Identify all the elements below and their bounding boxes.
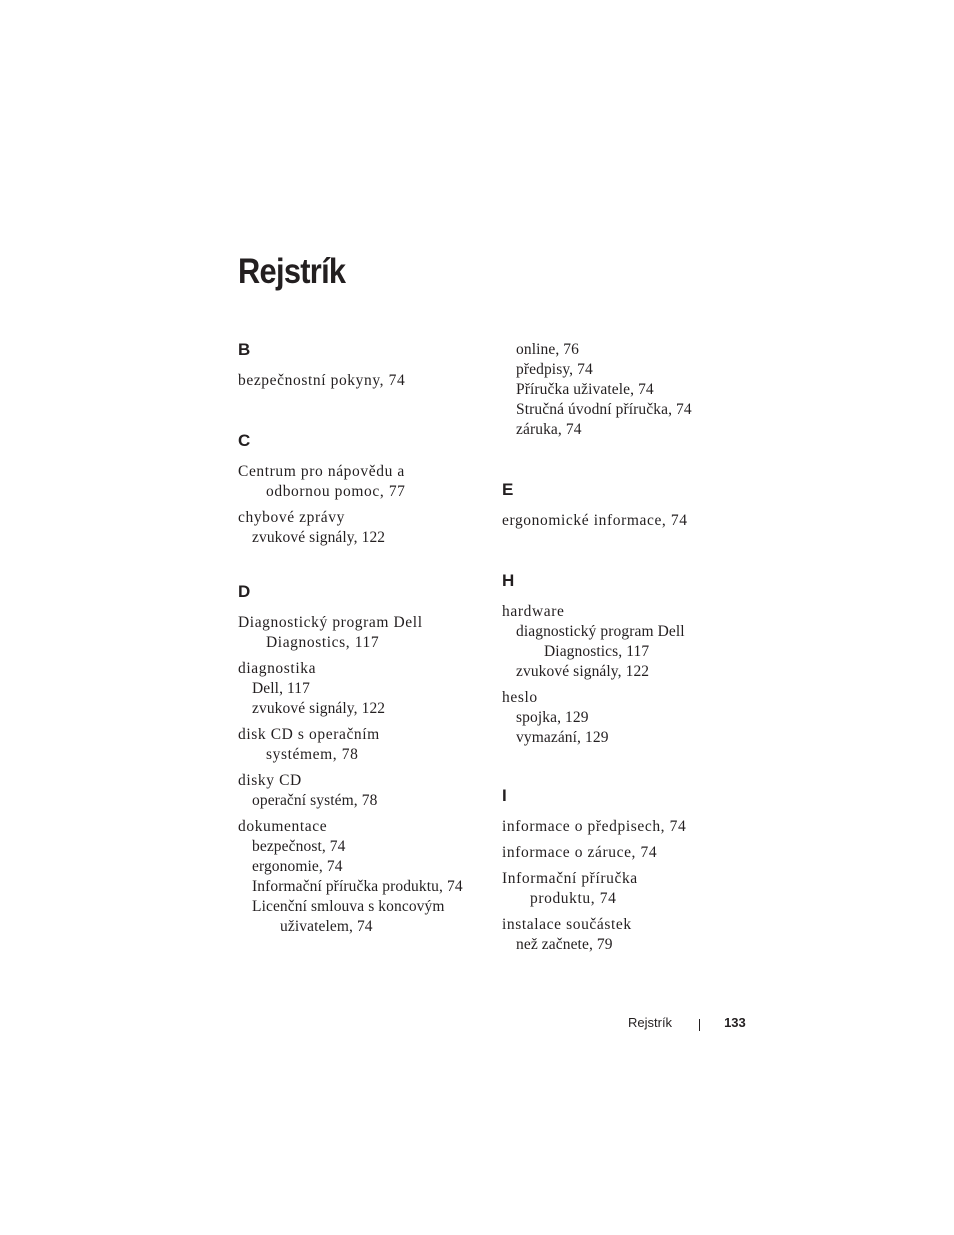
- section-letter: H: [502, 571, 515, 590]
- index-section-h: [502, 571, 752, 748]
- page-title: Rejstrík: [238, 252, 346, 291]
- index-section-b: [238, 340, 488, 391]
- index-subentry: předpisy, 74: [516, 361, 593, 378]
- index-entry: hardware diagnostický program Dell Diagnostics, 117 zvukové signály, 122: [502, 602, 752, 682]
- index-subentry: zvukové signály, 122: [252, 700, 386, 717]
- index-subentry: spojka, 129: [516, 709, 589, 726]
- index-subentry: zvukové signály, 122: [516, 663, 650, 680]
- index-subentry: Licenční smlouva s koncovým uživatelem, 74: [252, 898, 445, 935]
- footer-separator: [699, 1019, 700, 1031]
- index-entry: informace o záruce, 74: [502, 844, 658, 861]
- index-subentry: záruka, 74: [516, 421, 582, 438]
- index-section-d-continued: [502, 340, 752, 440]
- index-section-i: [502, 786, 752, 955]
- page-footer: [628, 1015, 746, 1030]
- index-entry: ergonomické informace, 74: [502, 512, 688, 529]
- index-subentry: Příručka uživatele, 74: [516, 381, 654, 398]
- index-section-c: [238, 431, 488, 548]
- index-section-e: [502, 480, 752, 531]
- index-subentry: diagnostický program Dell Diagnostics, 117: [516, 623, 685, 660]
- index-subentry: operační systém, 78: [252, 792, 378, 809]
- index-subentry: vymazání, 129: [516, 729, 609, 746]
- index-entry: heslo spojka, 129 vymazání, 129: [502, 688, 752, 748]
- page-number: 133: [724, 1015, 746, 1030]
- index-subentry: zvukové signály, 122: [252, 529, 386, 546]
- section-letter: D: [238, 582, 251, 601]
- index-column-right: [502, 340, 752, 995]
- index-entry: Diagnostický program Dell Diagnostics, 117: [238, 614, 423, 651]
- index-subentry: Stručná úvodní příručka, 74: [516, 401, 692, 418]
- index-entry: Centrum pro nápovědu a odbornou pomoc, 77: [238, 463, 406, 500]
- section-letter: C: [238, 431, 251, 450]
- index-subentry: Informační příručka produktu, 74: [252, 878, 463, 895]
- index-entry: disk CD s operačním systémem, 78: [238, 726, 380, 763]
- section-letter: B: [238, 340, 251, 359]
- index-entry: Informační příručka produktu, 74: [502, 870, 638, 907]
- index-entry: dokumentace bezpečnost, 74 ergonomie, 74 Informační příručka produktu, 74 Licenční smlouva s koncovým uživatelem, 74: [238, 817, 488, 937]
- index-entry: informace o předpisech, 74: [502, 818, 687, 835]
- index-subentry: online, 76: [516, 341, 579, 358]
- footer-label: Rejstrík: [628, 1015, 673, 1030]
- index-subentry: ergonomie, 74: [252, 858, 343, 875]
- index-subentry: bezpečnost, 74: [252, 838, 346, 855]
- index-entry: disky CD operační systém, 78: [238, 771, 488, 811]
- index-entry: bezpečnostní pokyny, 74: [238, 372, 406, 389]
- section-letter: I: [502, 786, 507, 805]
- index-subentry: než začnete, 79: [516, 936, 613, 953]
- index-section-d: [238, 582, 488, 937]
- index-entry: instalace součástek než začnete, 79: [502, 915, 752, 955]
- index-entry: diagnostika Dell, 117 zvukové signály, 122: [238, 659, 488, 719]
- index-subentry: Dell, 117: [252, 680, 311, 697]
- index-entry: chybové zprávy zvukové signály, 122: [238, 508, 488, 548]
- index-column-left: [238, 340, 488, 977]
- section-letter: E: [502, 480, 514, 499]
